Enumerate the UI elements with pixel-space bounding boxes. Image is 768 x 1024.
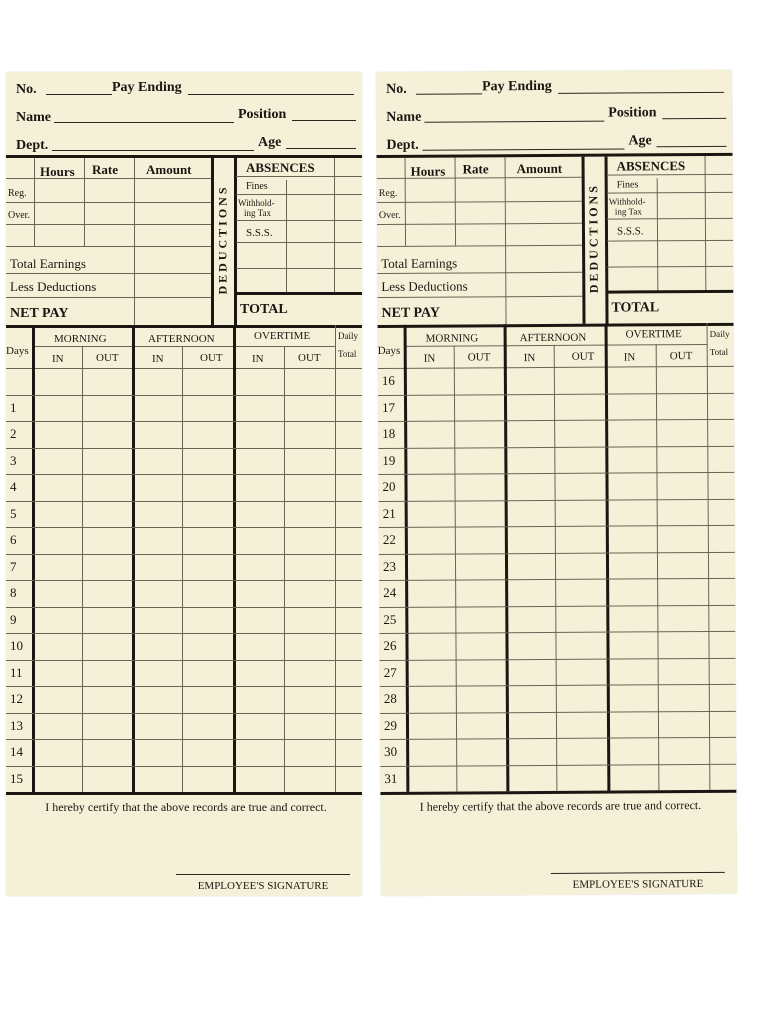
- line: [6, 501, 362, 502]
- line: [236, 220, 362, 221]
- no-field[interactable]: [46, 94, 112, 95]
- line: [377, 177, 582, 179]
- line: [6, 580, 362, 581]
- day-number: 22: [382, 532, 396, 548]
- absences-header: ABSENCES: [616, 158, 686, 174]
- line: [6, 368, 362, 369]
- line: [505, 157, 507, 324]
- day-number: 3: [10, 452, 17, 468]
- pay-ending-label: Pay Ending: [482, 78, 552, 95]
- line: [378, 472, 734, 475]
- out-header: OUT: [571, 350, 595, 363]
- line: [34, 346, 336, 347]
- name-label: Name: [16, 110, 51, 125]
- daily-header: Daily: [338, 331, 358, 341]
- net-pay-label: NET PAY: [381, 305, 441, 321]
- day-number: 17: [382, 399, 396, 415]
- name-field[interactable]: [424, 121, 604, 123]
- timecard-right: [376, 70, 737, 896]
- age-field[interactable]: [286, 148, 356, 149]
- age-label: Age: [628, 133, 652, 149]
- hours-header: Hours: [410, 163, 446, 179]
- withholding-label-2: ing Tax: [614, 206, 642, 217]
- hours-header: Hours: [40, 164, 75, 179]
- line: [380, 657, 736, 660]
- days-header: Days: [377, 344, 401, 357]
- day-number: 18: [382, 426, 396, 442]
- line: [607, 290, 733, 294]
- line: [6, 527, 362, 528]
- out-header: OUT: [96, 352, 119, 364]
- in-header: IN: [423, 352, 436, 365]
- sss-label: S.S.S.: [616, 225, 644, 238]
- daily-header: Daily: [709, 328, 730, 339]
- day-number: 28: [383, 691, 397, 707]
- in-header: IN: [623, 351, 636, 364]
- line: [607, 174, 733, 176]
- line: [607, 240, 733, 242]
- line: [82, 346, 83, 792]
- withholding-label-1: Withhold-: [608, 196, 646, 207]
- line: [6, 607, 362, 608]
- signature-line[interactable]: [551, 872, 725, 874]
- line: [582, 157, 586, 324]
- sss-label: S.S.S.: [246, 227, 273, 239]
- no-label: No.: [386, 81, 407, 97]
- day-number: 9: [10, 611, 17, 627]
- line: [378, 392, 734, 395]
- line: [607, 218, 733, 220]
- dept-label: Dept.: [386, 137, 419, 153]
- afternoon-header: AFTERNOON: [148, 333, 215, 345]
- dept-label: Dept.: [16, 138, 49, 153]
- age-label: Age: [258, 135, 282, 150]
- withholding-label-1: Withhold-: [238, 198, 275, 208]
- deductions-vertical-label: DEDUCTIONS: [215, 184, 230, 295]
- line: [377, 223, 582, 225]
- day-number: 14: [10, 744, 23, 760]
- line: [236, 194, 362, 195]
- out-header: OUT: [669, 350, 693, 363]
- day-number: 20: [382, 479, 396, 495]
- day-number: 29: [383, 717, 398, 733]
- pay-ending-field[interactable]: [558, 92, 724, 94]
- morning-header: MORNING: [425, 332, 479, 345]
- line: [6, 448, 362, 449]
- deductions-vertical-label: DEDUCTIONS: [586, 183, 601, 294]
- line: [656, 344, 660, 790]
- line: [6, 739, 362, 740]
- line: [454, 346, 458, 792]
- over-label: Over.: [8, 210, 30, 221]
- line: [6, 792, 362, 795]
- reg-label: Reg.: [8, 188, 27, 199]
- absences-header: ABSENCES: [246, 160, 315, 175]
- no-field[interactable]: [416, 93, 482, 94]
- overtime-header: OVERTIME: [254, 330, 311, 342]
- day-number: 10: [10, 638, 23, 654]
- name-field[interactable]: [54, 122, 234, 123]
- line: [378, 419, 734, 422]
- line: [134, 158, 135, 325]
- line: [286, 180, 287, 292]
- line: [657, 178, 659, 290]
- line: [380, 790, 736, 795]
- days-header: Days: [6, 345, 29, 357]
- line: [378, 366, 734, 369]
- withholding-label-2: ing Tax: [244, 208, 271, 218]
- line: [378, 445, 734, 448]
- day-number: 6: [10, 532, 17, 548]
- position-field[interactable]: [662, 118, 726, 119]
- total-header: Total: [709, 346, 729, 357]
- total-deductions-label: TOTAL: [240, 302, 288, 317]
- amount-header: Amount: [516, 160, 563, 177]
- line: [379, 498, 735, 501]
- afternoon-header: AFTERNOON: [519, 331, 587, 345]
- out-header: OUT: [467, 351, 491, 364]
- day-number: 4: [10, 479, 17, 495]
- amount-header: Amount: [146, 162, 192, 177]
- line: [380, 684, 736, 687]
- rate-header: Rate: [462, 161, 489, 177]
- line: [6, 474, 362, 475]
- day-number: 13: [10, 717, 23, 733]
- line: [379, 604, 735, 607]
- out-header: OUT: [200, 352, 223, 364]
- no-label: No.: [16, 82, 37, 97]
- in-header: IN: [52, 353, 64, 365]
- day-number: 7: [10, 558, 17, 574]
- day-number: 12: [10, 691, 23, 707]
- line: [380, 763, 736, 766]
- line: [6, 178, 211, 179]
- pay-ending-field[interactable]: [188, 94, 354, 95]
- line: [182, 346, 183, 792]
- day-number: 21: [382, 505, 396, 521]
- day-number: 25: [383, 611, 397, 627]
- line: [607, 266, 733, 268]
- line: [377, 272, 582, 274]
- line: [6, 554, 362, 555]
- line: [6, 633, 362, 634]
- line: [6, 395, 362, 396]
- certify-text: I hereby certify that the above records are true and correct.: [419, 798, 702, 814]
- day-number: 23: [382, 558, 397, 574]
- position-label: Position: [238, 107, 287, 122]
- over-label: Over.: [378, 209, 401, 221]
- line: [607, 192, 733, 194]
- line: [6, 224, 211, 225]
- signature-label: EMPLOYEE'S SIGNATURE: [572, 878, 704, 891]
- line: [377, 245, 582, 247]
- position-field[interactable]: [292, 120, 356, 121]
- line: [6, 686, 362, 687]
- day-number: 27: [383, 664, 397, 680]
- total-header: Total: [338, 349, 357, 359]
- line: [236, 242, 362, 243]
- in-header: IN: [523, 352, 536, 365]
- rate-header: Rate: [92, 162, 118, 177]
- line: [377, 296, 582, 298]
- less-deductions-label: Less Deductions: [10, 279, 97, 294]
- day-number: 30: [384, 744, 398, 760]
- day-number: 19: [382, 452, 396, 468]
- in-header: IN: [252, 353, 264, 365]
- dept-field[interactable]: [422, 148, 624, 150]
- day-number: 8: [10, 585, 17, 601]
- line: [6, 713, 362, 714]
- line: [6, 155, 362, 158]
- in-header: IN: [152, 353, 164, 365]
- line: [377, 201, 582, 203]
- line: [334, 158, 335, 292]
- line: [6, 766, 362, 767]
- line: [6, 246, 211, 247]
- overtime-header: OVERTIME: [625, 328, 682, 341]
- line: [236, 176, 362, 177]
- line: [554, 345, 558, 791]
- line: [379, 525, 735, 528]
- line: [6, 421, 362, 422]
- timecard-left: [6, 72, 362, 896]
- reg-label: Reg.: [378, 187, 398, 199]
- line: [211, 158, 214, 325]
- line: [379, 578, 735, 581]
- certify-text: I hereby certify that the above records are true and correct.: [45, 800, 327, 814]
- day-number: 11: [10, 664, 23, 680]
- line: [236, 268, 362, 269]
- total-deductions-label: TOTAL: [611, 300, 660, 316]
- line: [6, 325, 362, 328]
- position-label: Position: [608, 105, 657, 121]
- line: [380, 737, 736, 740]
- line: [6, 297, 211, 298]
- line: [284, 346, 285, 792]
- total-earnings-label: Total Earnings: [381, 255, 458, 271]
- line: [379, 631, 735, 634]
- line: [6, 202, 211, 203]
- day-number: 26: [383, 638, 397, 654]
- fines-label: Fines: [246, 181, 268, 192]
- less-deductions-label: Less Deductions: [381, 278, 468, 294]
- dept-field[interactable]: [52, 150, 254, 151]
- day-number: 15: [10, 770, 23, 786]
- day-number: 24: [383, 585, 397, 601]
- total-earnings-label: Total Earnings: [10, 256, 86, 271]
- day-number: 16: [381, 373, 395, 389]
- net-pay-label: NET PAY: [10, 306, 69, 321]
- signature-line[interactable]: [176, 874, 350, 875]
- day-number: 5: [10, 505, 17, 521]
- line: [380, 710, 736, 713]
- out-header: OUT: [298, 352, 321, 364]
- line: [705, 156, 707, 290]
- line: [379, 551, 735, 554]
- age-field[interactable]: [656, 146, 726, 147]
- morning-header: MORNING: [54, 333, 107, 345]
- line: [6, 660, 362, 661]
- fines-label: Fines: [616, 179, 639, 191]
- name-label: Name: [386, 109, 422, 125]
- line: [236, 292, 362, 295]
- day-number: 31: [384, 770, 398, 786]
- day-number: 1: [10, 399, 17, 415]
- signature-label: EMPLOYEE'S SIGNATURE: [197, 880, 329, 892]
- pay-ending-label: Pay Ending: [112, 80, 182, 95]
- line: [6, 273, 211, 274]
- day-number: 2: [10, 426, 17, 442]
